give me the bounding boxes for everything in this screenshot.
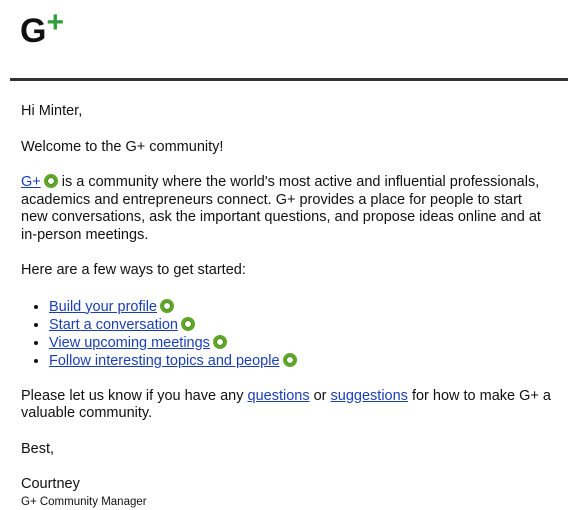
suggestions-link[interactable]: suggestions bbox=[330, 387, 408, 404]
get-started-list bbox=[21, 298, 551, 370]
questions-link[interactable]: questions bbox=[247, 387, 310, 404]
email-header bbox=[0, 0, 578, 82]
sender-title: G+ Community Manager bbox=[21, 495, 147, 508]
green-ring-icon bbox=[160, 299, 174, 313]
follow-topics-link[interactable]: Follow interesting topics and people bbox=[49, 352, 280, 369]
email-body bbox=[21, 103, 551, 510]
welcome-line: Welcome to the G+ community! bbox=[21, 138, 224, 155]
feedback-paragraph bbox=[21, 388, 551, 423]
feedback-text-mid: or bbox=[309, 387, 331, 404]
logo-plus: + bbox=[46, 6, 64, 39]
signature bbox=[21, 441, 551, 510]
logo-letter: G bbox=[20, 12, 46, 50]
list-item bbox=[49, 352, 551, 370]
g-plus-logo bbox=[20, 8, 64, 48]
start-conversation-link[interactable]: Start a conversation bbox=[49, 316, 178, 333]
list-item bbox=[49, 298, 551, 316]
build-profile-link[interactable]: Build your profile bbox=[49, 298, 157, 315]
green-ring-icon bbox=[44, 174, 58, 188]
list-item bbox=[49, 316, 551, 334]
feedback-text-post: for how to make G+ a valuable community. bbox=[21, 387, 551, 421]
closing: Best, bbox=[21, 440, 55, 457]
get-started-heading: Here are a few ways to get started: bbox=[21, 262, 246, 278]
greeting: Hi Minter, bbox=[21, 103, 83, 119]
g-plus-link[interactable]: G+ bbox=[21, 174, 41, 190]
header-divider bbox=[10, 78, 568, 81]
intro-paragraph bbox=[21, 174, 551, 244]
upcoming-meetings-link[interactable]: View upcoming meetings bbox=[49, 334, 210, 351]
feedback-text-pre: Please let us know if you have any bbox=[21, 387, 248, 404]
green-ring-icon bbox=[181, 317, 195, 331]
sender-name: Courtney bbox=[21, 476, 80, 492]
list-item bbox=[49, 334, 551, 352]
intro-text: is a community where the world's most active and influential professionals, academics and entrepreneurs connect. G+ provides a place for people to start new conversations, ask the important questions, and propose ideas online and at in-person meetings. bbox=[21, 174, 541, 243]
green-ring-icon bbox=[213, 335, 227, 349]
green-ring-icon bbox=[283, 353, 297, 367]
